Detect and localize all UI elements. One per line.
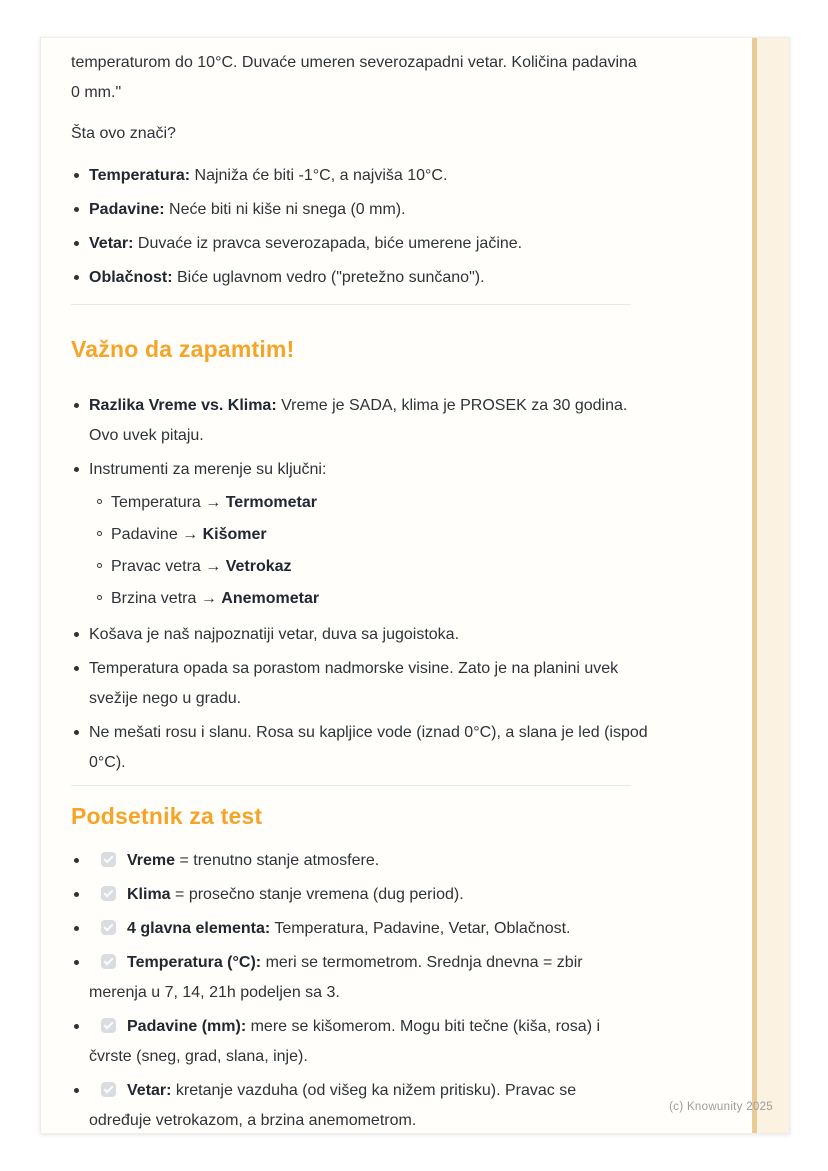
checklist-item-text bbox=[89, 1076, 621, 1136]
checkbox-checked-icon bbox=[101, 920, 116, 935]
checkbox-checked-icon bbox=[101, 852, 116, 867]
item-text: Neće biti ni kiše ni snega (0 mm). bbox=[164, 201, 406, 218]
checklist-item-text bbox=[89, 948, 621, 1008]
item-text: mere se kišomerom. Mogu biti tečne (kiša, rosa) i čvrste (sneg, grad, slana, inje). bbox=[89, 1018, 601, 1065]
bullet-dot-icon bbox=[74, 730, 79, 735]
item-text: kretanje vazduha (od višeg ka nižem pritisku). Pravac se određuje vetrokazom, a brzina anemometrom. bbox=[89, 1082, 577, 1129]
instrument-name: Anemometar bbox=[221, 590, 320, 607]
bullet-dot-icon bbox=[74, 858, 79, 863]
checklist-item bbox=[71, 1012, 723, 1072]
list-item bbox=[71, 229, 723, 259]
sub-list-item bbox=[89, 552, 326, 582]
instruments-sublist bbox=[89, 488, 326, 614]
item-text: Duvaće iz pravca severozapada, biće umerene jačine. bbox=[133, 235, 523, 252]
note-content bbox=[71, 38, 723, 1140]
item-text: = trenutno stanje atmosfere. bbox=[175, 852, 380, 869]
bullet-dot-icon bbox=[74, 1088, 79, 1093]
section-divider bbox=[71, 785, 631, 786]
section-divider bbox=[71, 304, 631, 305]
instrument-prefix: Pravac vetra → bbox=[111, 558, 226, 575]
checklist-item bbox=[71, 1076, 723, 1136]
list-item-text: Temperatura opada sa porastom nadmorske visine. Zato je na planini uvek svežije nego u gradu. bbox=[89, 660, 619, 707]
bullet-dot-icon bbox=[74, 632, 79, 637]
checkbox-checked-icon bbox=[101, 1082, 116, 1097]
item-bold-label: Temperatura: bbox=[89, 167, 191, 184]
item-text: Vreme je SADA, klima je PROSEK za 30 godina. Ovo uvek pitaju. bbox=[89, 397, 628, 444]
item-bold-label: Klima bbox=[127, 886, 171, 903]
copyright-watermark: (c) Knowunity 2025 bbox=[669, 1101, 773, 1113]
bullet-dot-icon bbox=[74, 960, 79, 965]
sub-list-item bbox=[89, 584, 326, 614]
list-item-text bbox=[89, 391, 654, 451]
checkbox-checked-icon bbox=[101, 954, 116, 969]
instrument-prefix: Padavine → bbox=[111, 526, 203, 543]
decorative-side-strip bbox=[752, 38, 789, 1133]
list-item bbox=[71, 263, 723, 293]
item-text: Biće uglavnom vedro ("pretežno sunčano"). bbox=[172, 269, 485, 286]
checklist-item-text bbox=[89, 880, 464, 910]
item-bold-label: Oblačnost: bbox=[89, 269, 173, 286]
bullet-dot-icon bbox=[74, 207, 79, 212]
checklist-item bbox=[71, 846, 723, 876]
checklist-item bbox=[71, 914, 723, 944]
item-text: = prosečno stanje vremena (dug period). bbox=[170, 886, 464, 903]
sub-item-text bbox=[111, 488, 317, 518]
sub-list-item bbox=[89, 488, 326, 518]
item-text: Instrumenti za merenje su ključni: bbox=[89, 461, 327, 478]
checklist-item bbox=[71, 948, 723, 1008]
checklist-item-text bbox=[89, 846, 379, 876]
checklist-item-text bbox=[89, 1012, 621, 1072]
list-item bbox=[71, 161, 723, 191]
bullet-dot-icon bbox=[74, 275, 79, 280]
list-item bbox=[71, 654, 723, 714]
bullet-dot-icon bbox=[74, 173, 79, 178]
list-item-text: Ne mešati rosu i slanu. Rosa su kapljice vode (iznad 0°C), a slana je led (ispod 0°C). bbox=[89, 724, 648, 771]
list-item-text bbox=[89, 161, 447, 191]
item-bold-label: Razlika Vreme vs. Klima: bbox=[89, 397, 277, 414]
list-item-text bbox=[89, 263, 485, 293]
important-list bbox=[71, 391, 723, 778]
list-item bbox=[71, 718, 723, 778]
checklist-item bbox=[71, 880, 723, 910]
list-item-text bbox=[89, 229, 522, 259]
bullet-dot-icon bbox=[74, 403, 79, 408]
instrument-prefix: Brzina vetra → bbox=[111, 590, 222, 607]
item-bold-label: Vetar: bbox=[89, 235, 134, 252]
bullet-dot-icon bbox=[74, 666, 79, 671]
bullet-dot-icon bbox=[74, 467, 79, 472]
list-item bbox=[71, 391, 723, 451]
item-bold-label: Vreme bbox=[127, 852, 176, 869]
bullet-dot-icon bbox=[74, 1024, 79, 1029]
sub-item-text bbox=[111, 584, 319, 614]
instrument-name: Termometar bbox=[225, 494, 318, 511]
bullet-dot-icon bbox=[74, 892, 79, 897]
bullet-dot-icon bbox=[74, 241, 79, 246]
section-title-test: Podsetnik za test bbox=[71, 803, 263, 829]
list-item bbox=[71, 455, 723, 616]
intro-paragraph bbox=[71, 48, 723, 108]
circle-bullet-icon bbox=[97, 563, 102, 568]
note-page-sheet bbox=[40, 37, 790, 1134]
checkbox-checked-icon bbox=[101, 1018, 116, 1033]
circle-bullet-icon bbox=[97, 499, 102, 504]
checklist-item-text bbox=[89, 914, 571, 944]
bullet-dot-icon bbox=[74, 926, 79, 931]
sub-list-item bbox=[89, 520, 326, 550]
instrument-prefix: Temperatura → bbox=[111, 494, 226, 511]
item-bold-label: Vetar: bbox=[127, 1082, 172, 1099]
instrument-name: Vetrokaz bbox=[225, 558, 292, 575]
intro-line-2: 0 mm." bbox=[71, 84, 122, 101]
sub-item-text bbox=[111, 520, 267, 550]
list-item-text bbox=[89, 195, 406, 225]
item-text: Najniža će biti -1°C, a najviša 10°C. bbox=[190, 167, 448, 184]
instrument-name: Kišomer bbox=[202, 526, 267, 543]
intro-line-1: temperaturom do 10°C. Duvaće umeren severozapadni vetar. Količina padavina bbox=[71, 54, 637, 71]
item-text: meri se termometrom. Srednja dnevna = zbir merenja u 7, 14, 21h podeljen sa 3. bbox=[89, 954, 583, 1001]
section-title-important: Važno da zapamtim! bbox=[71, 336, 295, 362]
forecast-list bbox=[71, 161, 723, 293]
list-item-text: Košava je naš najpoznatiji vetar, duva sa jugoistoka. bbox=[89, 626, 460, 643]
item-bold-label: Temperatura (°C): bbox=[127, 954, 262, 971]
sub-item-text bbox=[111, 552, 292, 582]
item-bold-label: Padavine: bbox=[89, 201, 165, 218]
item-bold-label: Padavine (mm): bbox=[127, 1018, 247, 1035]
test-checklist bbox=[71, 846, 723, 1136]
list-item-text bbox=[89, 455, 326, 616]
item-bold-label: 4 glavna elementa: bbox=[127, 920, 271, 937]
circle-bullet-icon bbox=[97, 595, 102, 600]
circle-bullet-icon bbox=[97, 531, 102, 536]
list-item bbox=[71, 620, 723, 650]
checkbox-checked-icon bbox=[101, 886, 116, 901]
question-paragraph: Šta ovo znači? bbox=[71, 125, 176, 142]
item-text: Temperatura, Padavine, Vetar, Oblačnost. bbox=[270, 920, 571, 937]
list-item bbox=[71, 195, 723, 225]
